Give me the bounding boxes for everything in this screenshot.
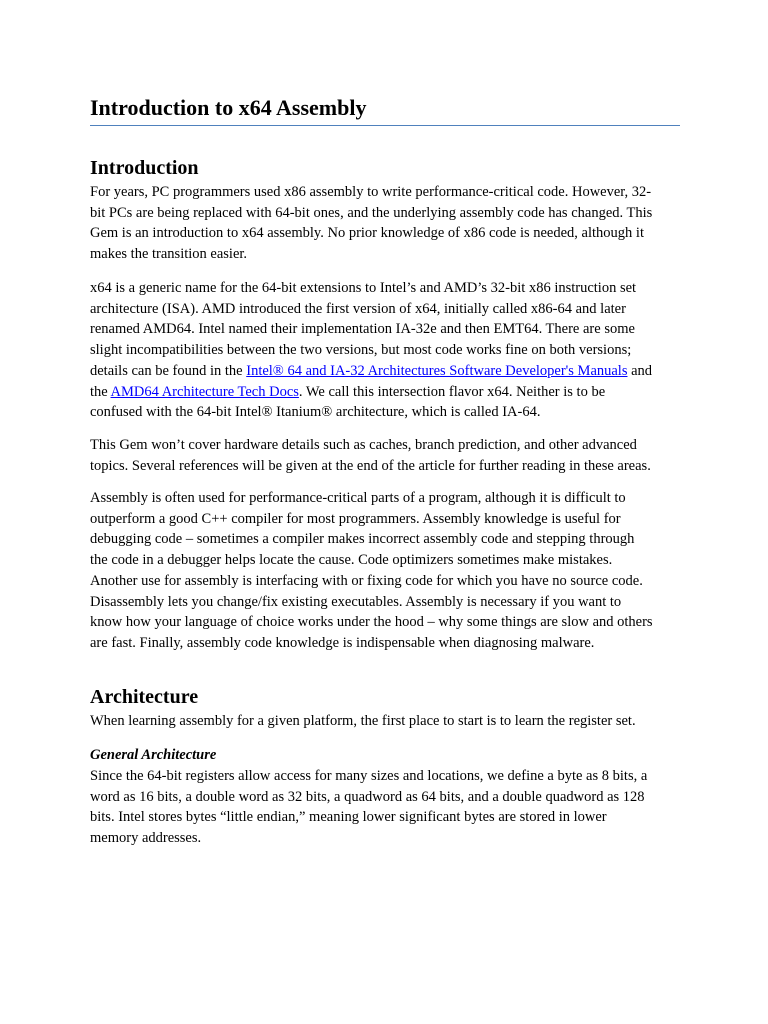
architecture-paragraph-2 [90, 766, 680, 849]
text-line: x64 is a generic name for the 64-bit extensions to Intel’s and AMD’s 32-bit x86 instruction set [90, 280, 637, 296]
text-line: topics. Several references will be given at the end of the article for further reading in these areas. [90, 457, 651, 474]
text-line: When learning assembly for a given platform, the first place to start is to learn the register set. [90, 713, 636, 729]
text-segment: and [627, 362, 653, 379]
text-line: bits. Intel stores bytes “little endian,” meaning lower significant bytes are stored in lower [90, 809, 607, 826]
intro-paragraph-1 [90, 182, 680, 265]
amd64-tech-docs-link[interactable]: AMD64 Architecture Tech Docs [110, 383, 299, 400]
intro-paragraph-2 [90, 278, 680, 423]
text-line: confused with the 64-bit Intel® Itanium® architecture, which is called IA-64. [90, 404, 541, 421]
text-line: debugging code – sometimes a compiler makes incorrect assembly code and stepping through [90, 531, 635, 548]
text-line: word as 16 bits, a double word as 32 bits, a quadword as 64 bits, and a double quadword as 128 [90, 788, 645, 805]
text-line: This Gem won’t cover hardware details such as caches, branch prediction, and other advanced [90, 437, 637, 453]
text-line: architecture (ISA). AMD introduced the first version of x64, initially called x86-64 and later [90, 300, 626, 317]
document-title: Introduction to x64 Assembly [90, 95, 367, 120]
text-line: know how your language of choice works under the hood – why some things are slow and others [90, 614, 653, 631]
intro-paragraph-4 [90, 488, 680, 654]
text-line [90, 361, 680, 382]
text-line: renamed AMD64. Intel named their implementation IA-32e and then EMT64. There are some [90, 321, 635, 338]
text-line: bit PCs are being replaced with 64-bit ones, and the underlying assembly code has changed. This [90, 204, 653, 221]
section-heading-architecture: Architecture [90, 686, 199, 708]
text-line: For years, PC programmers used x86 assembly to write performance-critical code. However, 32- [90, 184, 652, 200]
text-line: Assembly is often used for performance-critical parts of a program, although it is difficult to [90, 490, 626, 506]
text-line: slight incompatibilities between the two versions, but most code works fine on both versions; [90, 342, 632, 359]
text-line: Another use for assembly is interfacing with or fixing code for which you have no source code. [90, 572, 643, 589]
title-divider [90, 125, 680, 126]
text-line: Gem is an introduction to x64 assembly. No prior knowledge of x86 code is needed, although it [90, 225, 644, 242]
text-segment: the [90, 383, 111, 400]
text-segment: details can be found in the [90, 362, 247, 379]
text-line: outperform a good C++ compiler for most programmers. Assembly knowledge is useful for [90, 510, 621, 527]
text-segment: . We call this intersection flavor x64. Neither is to be [298, 383, 606, 400]
text-line: Since the 64-bit registers allow access for many sizes and locations, we define a byte as 8 bits, a [90, 768, 648, 784]
section-heading-introduction: Introduction [90, 157, 199, 179]
text-line [90, 382, 680, 403]
architecture-paragraph-1 [90, 711, 680, 732]
intro-paragraph-3 [90, 435, 680, 476]
text-line: makes the transition easier. [90, 246, 248, 263]
text-line: the code in a debugger helps locate the cause. Code optimizers sometimes make mistakes. [90, 552, 613, 569]
intel-manuals-link[interactable]: Intel® 64 and IA-32 Architectures Software Developer's Manuals [246, 362, 628, 379]
subheading-general-architecture: General Architecture [90, 747, 217, 763]
text-line: memory addresses. [90, 830, 202, 847]
text-line: Disassembly lets you change/fix existing executables. Assembly is necessary if you want to [90, 593, 622, 610]
text-line: are fast. Finally, assembly code knowledge is indispensable when diagnosing malware. [90, 634, 595, 651]
